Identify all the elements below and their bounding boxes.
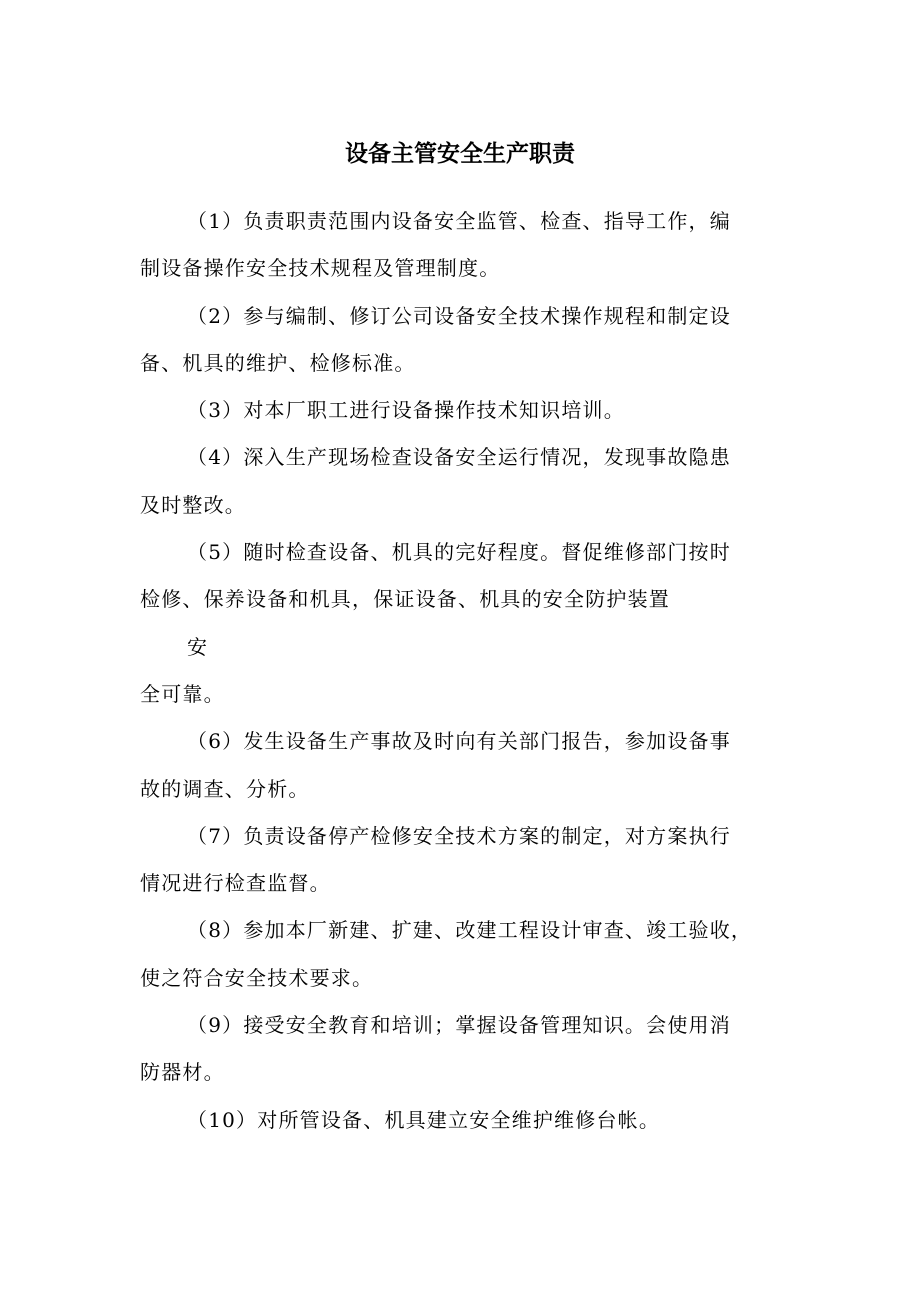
body-line: 防器材。 xyxy=(140,1060,225,1085)
body-line: （1）负责职责范围内设备安全监管、检查、指导工作，编 xyxy=(187,209,731,233)
body-line: （4）深入生产现场检查设备安全运行情况，发现事故隐患 xyxy=(187,445,731,470)
body-line: （2）参与编制、修订公司设备安全技术操作规程和制定设 xyxy=(187,303,731,328)
document-body xyxy=(140,198,790,1144)
body-line: 及时整改。 xyxy=(140,492,246,517)
body-line: 备、机具的维护、检修标准。 xyxy=(140,350,416,375)
body-line: 使之符合安全技术要求。 xyxy=(140,965,374,990)
body-line: 全可靠。 xyxy=(140,681,225,706)
body-line: （9）接受安全教育和培训；掌握设备管理知识。会使用消 xyxy=(187,1013,731,1038)
body-line: 制设备操作安全技术规程及管理制度。 xyxy=(140,256,501,281)
document-title: 设备主管安全生产职责 xyxy=(345,141,575,167)
body-line: （7）负责设备停产检修安全技术方案的制定，对方案执行 xyxy=(187,823,731,848)
body-line: 情况进行检查监督。 xyxy=(140,871,331,896)
body-line: 故的调查、分析。 xyxy=(140,776,310,801)
body-line: （10）对所管设备、机具建立安全维护维修台帐。 xyxy=(187,1107,661,1132)
body-line: （3）对本厂职工进行设备操作技术知识培训。 xyxy=(187,398,625,423)
body-line: （8）参加本厂新建、扩建、改建工程设计审查、竣工验收， xyxy=(187,918,753,943)
body-line: 检修、保养设备和机具，保证设备、机具的安全防护装置 xyxy=(140,587,670,612)
body-line: （6）发生设备生产事故及时向有关部门报告，参加设备事 xyxy=(187,729,731,754)
body-line: 安 xyxy=(187,634,209,659)
body-line: （5）随时检查设备、机具的完好程度。督促维修部门按时 xyxy=(187,540,731,565)
